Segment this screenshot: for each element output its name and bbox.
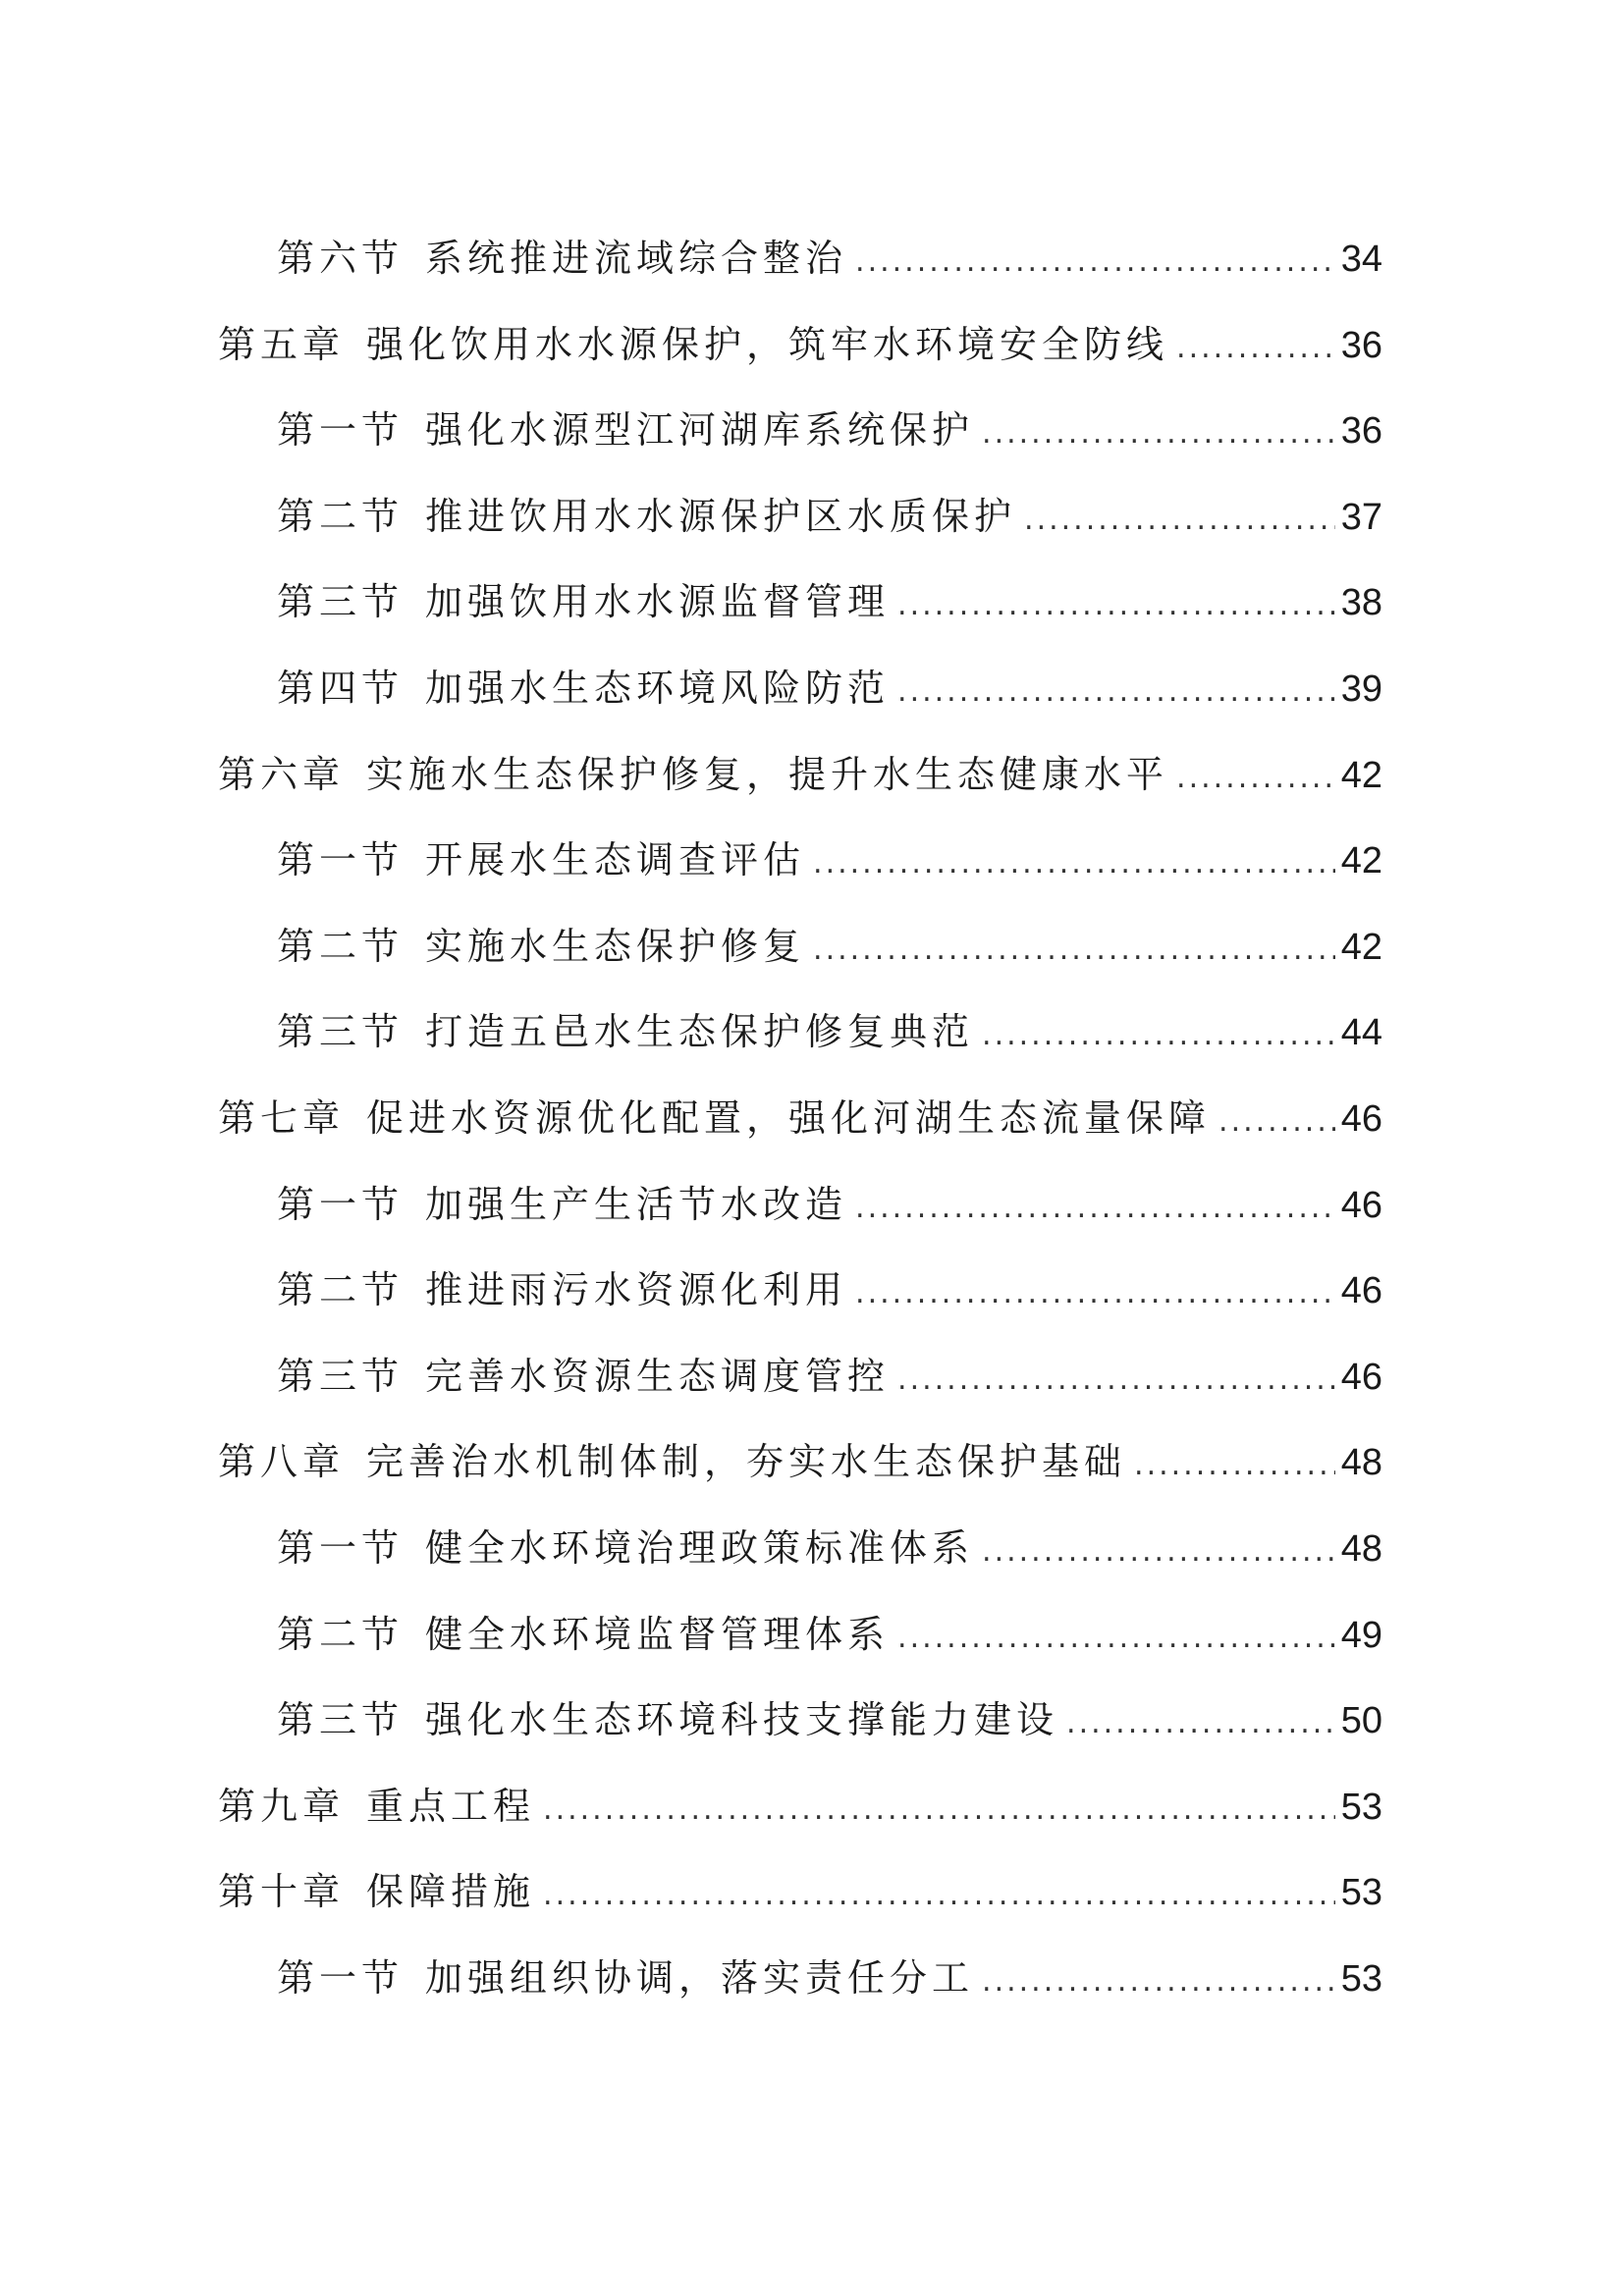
toc-entry[interactable] <box>218 1001 1382 1088</box>
toc-entry-label: 第五章 <box>218 322 346 366</box>
toc-entry-label: 第二节 <box>277 1612 405 1656</box>
toc-page-number: 46 <box>1340 1356 1382 1398</box>
toc-entry-label: 第三节 <box>277 1010 405 1054</box>
toc-entry-title <box>277 1948 974 2002</box>
toc-entry-title <box>277 1001 974 1055</box>
toc-page-number: 42 <box>1340 754 1382 796</box>
dot-leader <box>982 1964 1335 1999</box>
dot-leader <box>543 1792 1335 1827</box>
toc-page-number: 53 <box>1340 1872 1382 1914</box>
toc-page-number: 44 <box>1340 1012 1382 1054</box>
toc-entry-title <box>277 1518 974 1572</box>
toc-page-number: 42 <box>1340 840 1382 882</box>
toc-entry-title <box>218 1861 535 1915</box>
toc-entry-label: 第十章 <box>218 1870 346 1914</box>
toc-page-number: 53 <box>1340 1786 1382 1828</box>
toc-entry-label: 第六节 <box>277 237 405 280</box>
toc-entry[interactable] <box>218 1948 1382 2034</box>
toc-entry[interactable] <box>218 1174 1382 1260</box>
toc-entry-title <box>277 658 890 712</box>
toc-entry[interactable] <box>218 829 1382 916</box>
toc-entry-label: 第一节 <box>277 838 405 882</box>
dot-leader <box>813 846 1335 881</box>
toc-entry-label: 第八章 <box>218 1440 346 1484</box>
toc-page-number: 46 <box>1340 1184 1382 1226</box>
toc-entry[interactable] <box>218 571 1382 658</box>
toc-entry[interactable] <box>218 1776 1382 1862</box>
toc-page-number: 48 <box>1340 1442 1382 1484</box>
toc-entry-title <box>277 829 805 883</box>
dot-leader <box>1218 1104 1335 1139</box>
toc-entry-title <box>277 1346 890 1400</box>
toc-entry-text: 健全水环境监督管理体系 <box>425 1612 891 1656</box>
dot-leader <box>813 933 1335 967</box>
toc-entry-title <box>277 486 1016 540</box>
toc-entry-title <box>277 1604 890 1658</box>
toc-entry-text: 实施水生态保护修复 <box>425 924 806 968</box>
toc-entry-label: 第一节 <box>277 408 405 453</box>
dot-leader <box>855 1276 1335 1310</box>
toc-entry[interactable] <box>218 1861 1382 1948</box>
toc-entry[interactable] <box>218 1604 1382 1690</box>
dot-leader <box>897 674 1335 709</box>
toc-entry[interactable] <box>218 486 1382 572</box>
toc-entry[interactable] <box>218 1346 1382 1432</box>
toc-entry-text: 完善水资源生态调度管控 <box>425 1354 891 1398</box>
dot-leader <box>897 588 1335 622</box>
toc-entry-title <box>218 1776 535 1830</box>
toc-entry[interactable] <box>218 1518 1382 1604</box>
dot-leader <box>543 1878 1335 1912</box>
toc-entry-label: 第二节 <box>277 494 405 538</box>
dot-leader <box>982 1018 1335 1052</box>
toc-entry-title <box>277 1689 1058 1743</box>
toc-entry-label: 第三节 <box>277 1698 405 1742</box>
dot-leader <box>982 416 1335 451</box>
toc-entry-label: 第六章 <box>218 752 346 796</box>
toc-entry-text: 健全水环境治理政策标准体系 <box>425 1525 975 1570</box>
toc-entry[interactable] <box>218 314 1382 400</box>
dot-leader <box>982 1534 1335 1569</box>
toc-page-number: 42 <box>1340 926 1382 968</box>
toc-entry-title <box>218 744 1168 798</box>
toc-page-number: 46 <box>1340 1097 1382 1140</box>
toc-entry[interactable] <box>218 1431 1382 1518</box>
toc-entry-label: 第一节 <box>277 1182 405 1226</box>
toc-entry[interactable] <box>218 1689 1382 1776</box>
toc-entry[interactable] <box>218 916 1382 1002</box>
toc-entry[interactable] <box>218 744 1382 830</box>
toc-entry-text: 加强生产生活节水改造 <box>425 1182 848 1226</box>
toc-entry-title <box>277 400 974 454</box>
toc-entry-text: 完善治水机制体制，夯实水生态保护基础 <box>366 1440 1127 1484</box>
toc-entry-label: 第三节 <box>277 580 405 624</box>
toc-entry[interactable] <box>218 400 1382 486</box>
toc-entry-label: 第一节 <box>277 1955 405 2000</box>
table-of-contents <box>218 228 1382 2033</box>
toc-entry-text: 保障措施 <box>366 1870 536 1914</box>
toc-page-number: 34 <box>1340 239 1382 280</box>
toc-entry-text: 强化饮用水水源保护，筑牢水环境安全防线 <box>366 322 1169 366</box>
toc-entry-title <box>277 916 805 970</box>
toc-page-number: 49 <box>1340 1614 1382 1656</box>
toc-page-number: 50 <box>1340 1700 1382 1742</box>
toc-page-number: 48 <box>1340 1527 1382 1570</box>
toc-entry-text: 强化水生态环境科技支撑能力建设 <box>425 1698 1059 1742</box>
toc-entry[interactable] <box>218 1259 1382 1346</box>
toc-entry-text: 系统推进流域综合整治 <box>425 237 848 280</box>
dot-leader <box>1024 503 1335 537</box>
toc-entry-title <box>277 1259 847 1313</box>
toc-page-number: 39 <box>1340 667 1382 710</box>
toc-entry-title <box>218 314 1168 368</box>
dot-leader <box>897 1362 1335 1397</box>
dot-leader <box>1134 1448 1335 1482</box>
toc-entry-text: 打造五邑水生态保护修复典范 <box>425 1010 975 1054</box>
toc-page-number: 53 <box>1340 1957 1382 2000</box>
dot-leader <box>1176 761 1335 795</box>
toc-entry-label: 第三节 <box>277 1354 405 1398</box>
toc-entry-title <box>277 228 847 282</box>
toc-entry-text: 推进雨污水资源化利用 <box>425 1268 848 1312</box>
toc-entry-text: 加强水生态环境风险防范 <box>425 666 891 710</box>
dot-leader <box>855 1191 1335 1225</box>
toc-entry-title <box>277 1174 847 1228</box>
toc-entry-label: 第二节 <box>277 1268 405 1312</box>
toc-entry-text: 开展水生态调查评估 <box>425 838 806 882</box>
toc-page-number: 37 <box>1340 496 1382 538</box>
dot-leader <box>897 1621 1335 1655</box>
toc-entry[interactable] <box>218 1088 1382 1174</box>
toc-page-number: 36 <box>1340 324 1382 366</box>
toc-entry[interactable] <box>218 658 1382 744</box>
toc-entry[interactable] <box>218 228 1382 314</box>
toc-page-number: 46 <box>1340 1270 1382 1312</box>
toc-entry-label: 第一节 <box>277 1525 405 1570</box>
toc-entry-label: 第四节 <box>277 666 405 710</box>
toc-entry-text: 重点工程 <box>366 1784 536 1828</box>
dot-leader <box>855 244 1335 279</box>
toc-entry-label: 第二节 <box>277 924 405 968</box>
toc-page-number: 36 <box>1340 410 1382 453</box>
toc-entry-text: 促进水资源优化配置，强化河湖生态流量保障 <box>366 1095 1212 1140</box>
dot-leader <box>1176 331 1335 365</box>
toc-entry-label: 第七章 <box>218 1095 346 1140</box>
toc-entry-label: 第九章 <box>218 1784 346 1828</box>
toc-entry-text: 强化水源型江河湖库系统保护 <box>425 408 975 453</box>
toc-entry-text: 加强组织协调，落实责任分工 <box>425 1955 975 2000</box>
toc-entry-text: 实施水生态保护修复，提升水生态健康水平 <box>366 752 1169 796</box>
dot-leader <box>1066 1706 1335 1740</box>
toc-entry-title <box>277 571 890 625</box>
toc-entry-title <box>218 1431 1126 1485</box>
toc-page-number: 38 <box>1340 582 1382 624</box>
toc-entry-text: 加强饮用水水源监督管理 <box>425 580 891 624</box>
toc-entry-title <box>218 1088 1211 1142</box>
toc-entry-text: 推进饮用水水源保护区水质保护 <box>425 494 1017 538</box>
